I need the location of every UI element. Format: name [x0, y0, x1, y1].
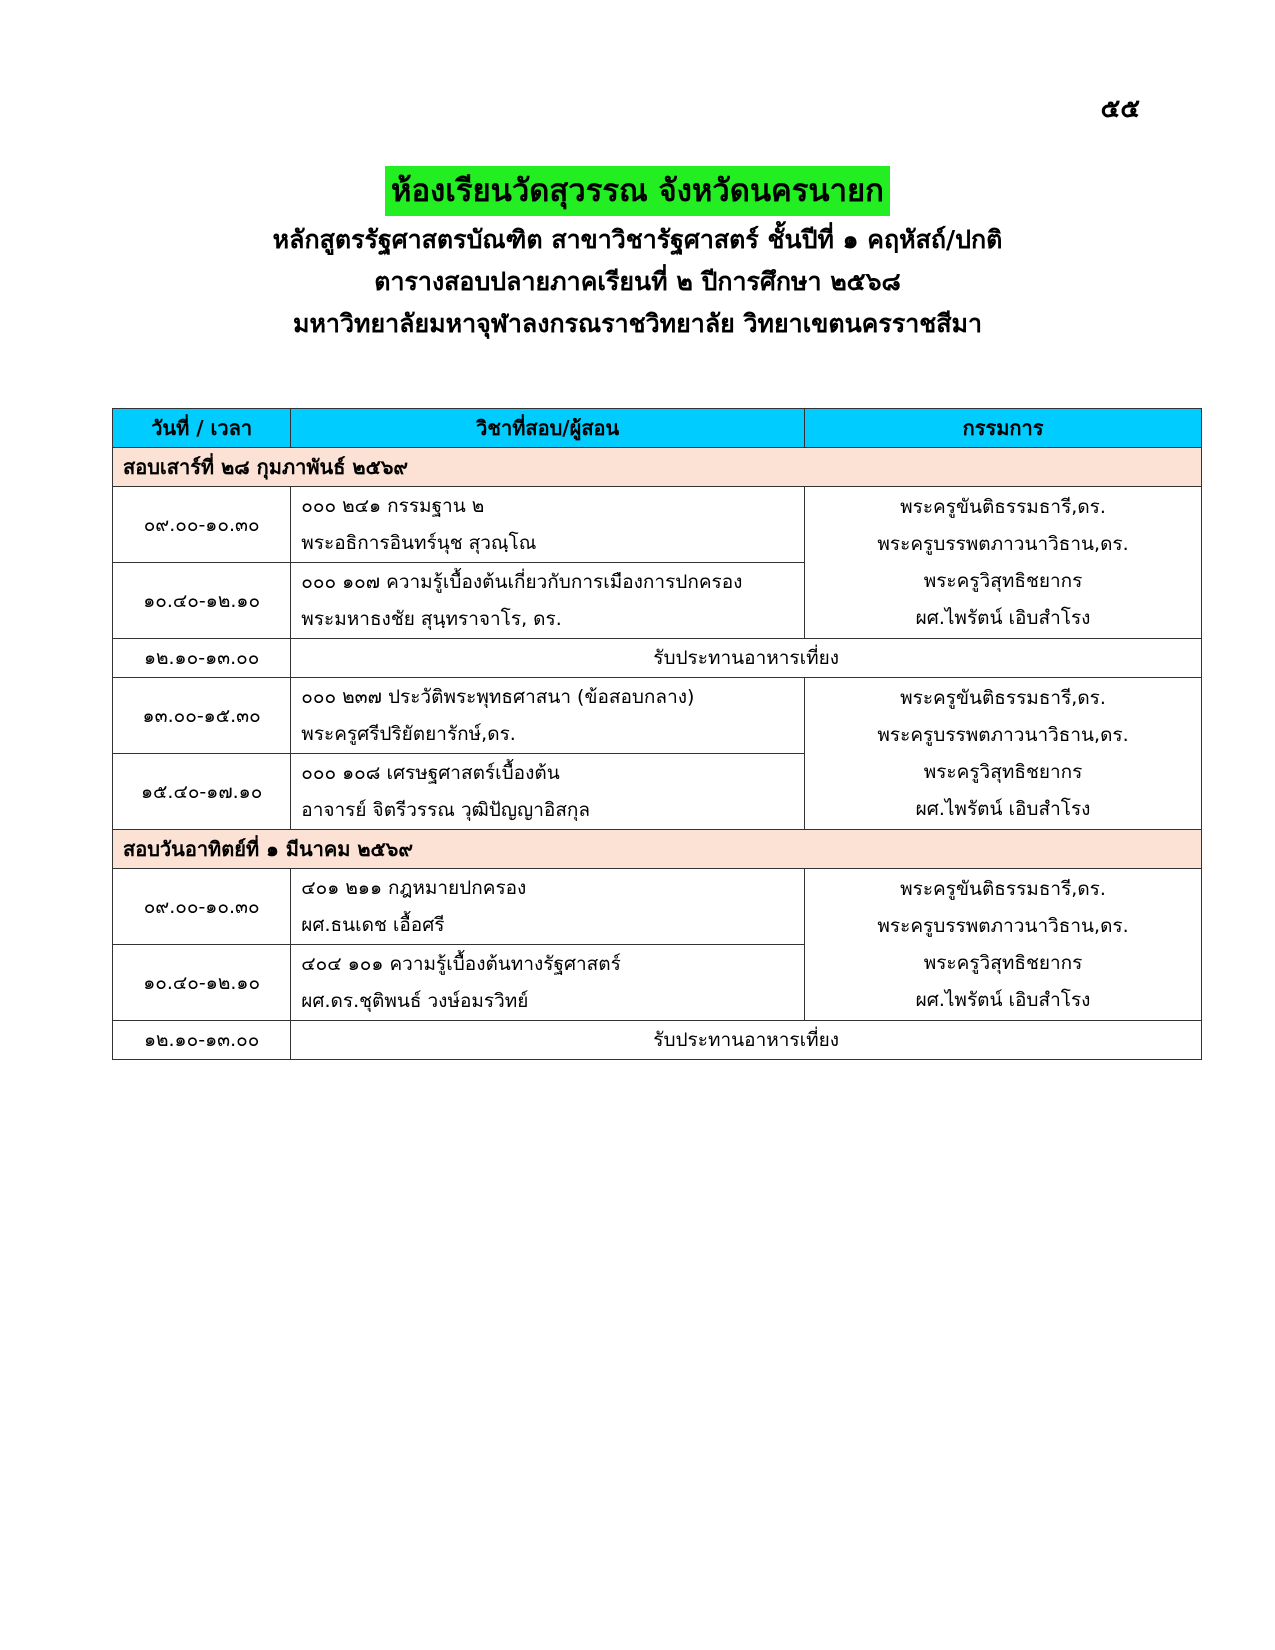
day-label: สอบเสาร์ที่ ๒๘ กุมภาพันธ์ ๒๕๖๙ [113, 448, 1202, 487]
teacher-name: พระอธิการอินทร์นุช สุวณฺโณ [301, 531, 537, 554]
committee-member: พระครูวิสุทธิชยากร [923, 760, 1083, 783]
committee-cell [805, 678, 1202, 830]
table-row [113, 678, 1202, 754]
teacher-name: พระครูศรีปริยัตยารักษ์,ดร. [301, 722, 516, 745]
page-number: ๕๕ [1100, 94, 1140, 124]
teacher-name: อาจารย์ จิตรีวรรณ วุฒิปัญญาอิสกุล [301, 798, 591, 821]
committee-member: พระครูขันติธรรมธารี,ดร. [900, 495, 1106, 518]
committee-member: ผศ.ไพรัตน์ เอิบสำโรง [915, 797, 1091, 820]
lunch-time: ๑๒.๑๐-๑๓.๐๐ [113, 639, 291, 678]
subject-name: ๐๐๐ ๑๐๗ ความรู้เบื้องต้นเกี่ยวกับการเมืองการปกครอง [301, 570, 743, 593]
header-date-time: วันที่ / เวลา [113, 409, 291, 448]
committee-member: พระครูขันติธรรมธารี,ดร. [900, 686, 1106, 709]
lunch-row [113, 1021, 1202, 1060]
committee-member: พระครูบรรพตภาวนาวิธาน,ดร. [877, 914, 1129, 937]
table-header-row [113, 409, 1202, 448]
slot-time: ๑๕.๔๐-๑๗.๑๐ [113, 754, 291, 830]
slot-time: ๑๓.๐๐-๑๕.๓๐ [113, 678, 291, 754]
table-row [113, 869, 1202, 945]
committee-member: พระครูวิสุทธิชยากร [923, 569, 1083, 592]
header-subject-teacher: วิชาที่สอบ/ผู้สอน [291, 409, 805, 448]
slot-time: ๐๙.๐๐-๑๐.๓๐ [113, 869, 291, 945]
subject-name: ๔๐๑ ๒๑๑ กฎหมายปกครอง [301, 876, 527, 899]
exam-schedule-subtitle: ตารางสอบปลายภาคเรียนที่ ๒ ปีการศึกษา ๒๕๖๘ [374, 267, 901, 296]
committee-cell [805, 869, 1202, 1021]
subject-name: ๐๐๐ ๑๐๘ เศรษฐศาสตร์เบื้องต้น [301, 761, 560, 784]
slot-time: ๑๐.๔๐-๑๒.๑๐ [113, 945, 291, 1021]
exam-schedule-table [112, 408, 1202, 1060]
program-subtitle: หลักสูตรรัฐศาสตรบัณฑิต สาขาวิชารัฐศาสตร์ ชั้นปีที่ ๑ คฤหัสถ์/ปกติ [272, 225, 1003, 254]
subject-name: ๔๐๔ ๑๐๑ ความรู้เบื้องต้นทางรัฐศาสตร์ [301, 952, 621, 975]
university-subtitle: มหาวิทยาลัยมหาจุฬาลงกรณราชวิทยาลัย วิทยาเขตนครราชสีมา [292, 309, 983, 338]
committee-cell [805, 487, 1202, 639]
slot-subject-cell [291, 487, 805, 563]
subject-name: ๐๐๐ ๒๓๗ ประวัติพระพุทธศาสนา (ข้อสอบกลาง) [301, 685, 695, 708]
teacher-name: ผศ.ธนเดช เอื้อศรี [301, 913, 445, 936]
committee-member: ผศ.ไพรัตน์ เอิบสำโรง [915, 606, 1091, 629]
lunch-label: รับประทานอาหารเที่ยง [291, 1021, 1202, 1060]
subject-name: ๐๐๐ ๒๔๑ กรรมฐาน ๒ [301, 494, 485, 517]
day-label: สอบวันอาทิตย์ที่ ๑ มีนาคม ๒๕๖๙ [113, 830, 1202, 869]
lunch-time: ๑๒.๑๐-๑๓.๐๐ [113, 1021, 291, 1060]
day-row [113, 448, 1202, 487]
committee-member: ผศ.ไพรัตน์ เอิบสำโรง [915, 988, 1091, 1011]
committee-member: พระครูวิสุทธิชยากร [923, 951, 1083, 974]
slot-subject-cell [291, 869, 805, 945]
committee-member: พระครูบรรพตภาวนาวิธาน,ดร. [877, 723, 1129, 746]
lunch-row [113, 639, 1202, 678]
committee-member: พระครูขันติธรรมธารี,ดร. [900, 877, 1106, 900]
header-committee: กรรมการ [805, 409, 1202, 448]
document-header [0, 166, 1275, 340]
slot-time: ๑๐.๔๐-๑๒.๑๐ [113, 563, 291, 639]
slot-subject-cell [291, 678, 805, 754]
table-row [113, 487, 1202, 563]
day-row [113, 830, 1202, 869]
slot-subject-cell [291, 563, 805, 639]
teacher-name: พระมหาธงชัย สุนฺทราจาโร, ดร. [301, 607, 562, 630]
slot-subject-cell [291, 945, 805, 1021]
committee-member: พระครูบรรพตภาวนาวิธาน,ดร. [877, 532, 1129, 555]
slot-time: ๐๙.๐๐-๑๐.๓๐ [113, 487, 291, 563]
lunch-label: รับประทานอาหารเที่ยง [291, 639, 1202, 678]
teacher-name: ผศ.ดร.ชุติพนธ์ วงษ์อมรวิทย์ [301, 989, 529, 1012]
slot-subject-cell [291, 754, 805, 830]
document-title: ห้องเรียนวัดสุวรรณ จังหวัดนครนายก [385, 166, 890, 216]
